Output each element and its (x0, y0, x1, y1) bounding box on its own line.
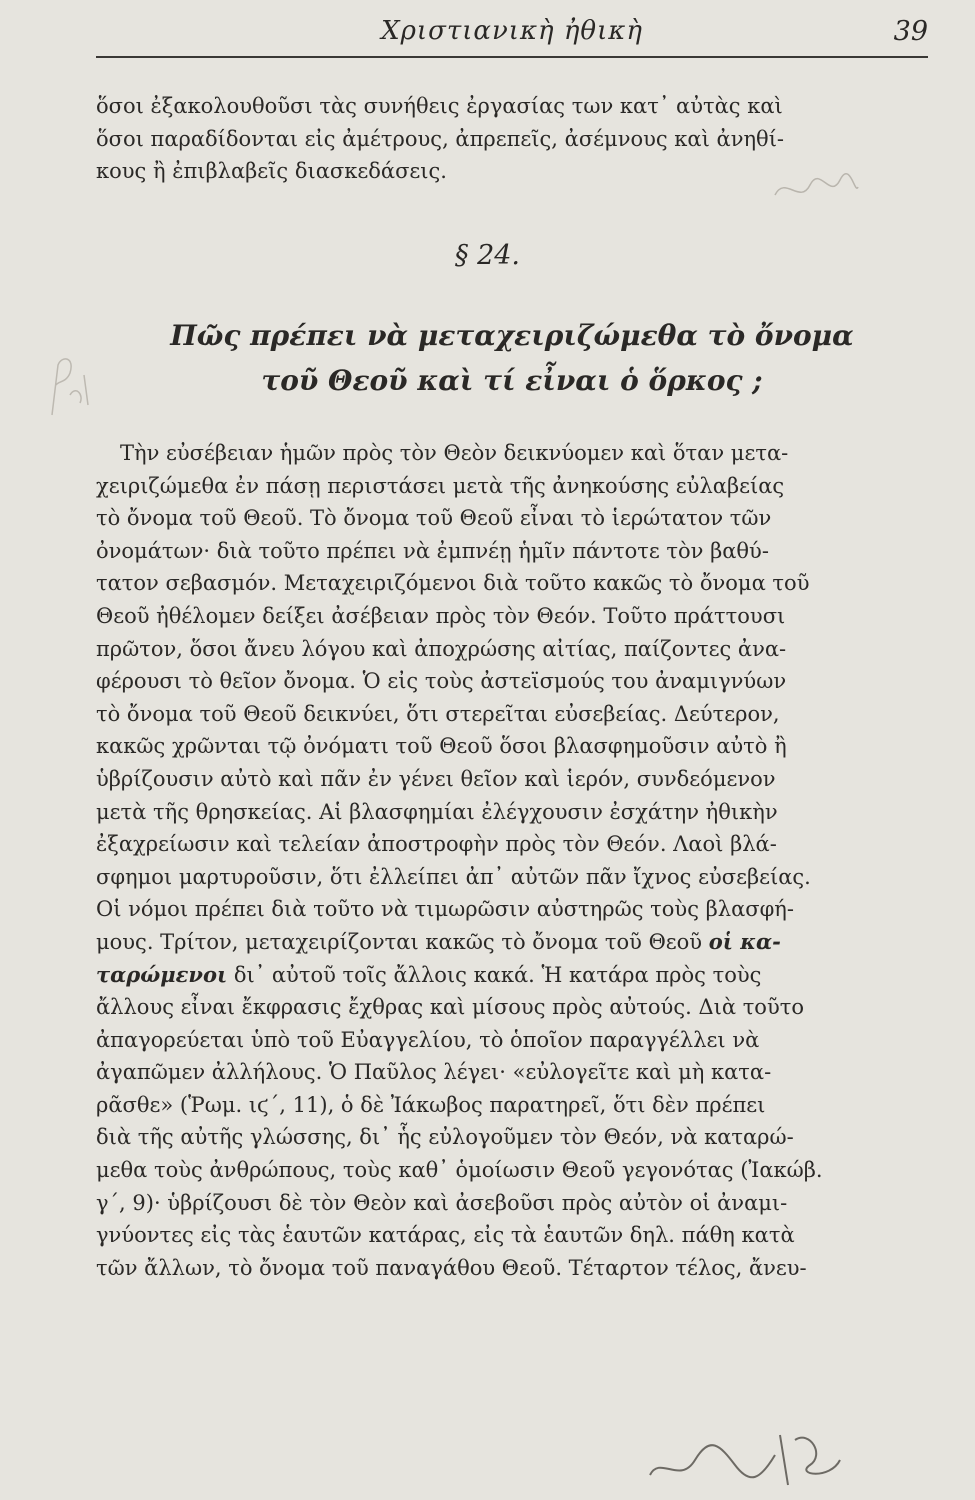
text-line: ἄλλους εἶναι ἔκφρασις ἔχθρας καὶ μίσους πρὸς αὐτούς. Διὰ τοῦτο (96, 995, 804, 1020)
text-line: Θεοῦ ἠθέλομεν δείξει ἀσέβειαν πρὸς τὸν Θεόν. Τοῦτο πράττουσι (96, 603, 786, 628)
text-line: κακῶς χρῶνται τῷ ὀνόματι τοῦ Θεοῦ ὅσοι βλασφημοῦσιν αὐτὸ ἢ (96, 734, 787, 759)
text-line: μεθα τοὺς ἀνθρώπους, τοὺς καθ᾽ ὁμοίωσιν Θεοῦ γεγονότας (Ἰακώβ. (96, 1158, 823, 1183)
text-line: τῶν ἄλλων, τὸ ὄνομα τοῦ παναγάθου Θεοῦ. Τέταρτον τέλος, ἄνευ- (96, 1255, 807, 1280)
page-number: 39 (893, 16, 928, 47)
text-line: Τὴν εὐσέβειαν ἡμῶν πρὸς τὸν Θεὸν δεικνύομεν καὶ ὅταν μετα- (120, 441, 789, 465)
text-line: ἀγαπῶμεν ἀλλήλους. Ὁ Παῦλος λέγει· «εὐλογεῖτε καὶ μὴ κατα- (96, 1060, 772, 1085)
text-line: πρῶτον, ὅσοι ἄνευ λόγου καὶ ἀποχρώσης αἰτίας, παίζοντες ἀνα- (96, 636, 787, 661)
text-line: τὸ ὄνομα τοῦ Θεοῦ δεικνύει, ὅτι στερεῖται εὐσεβείας. Δεύτερον, (96, 701, 780, 726)
text-line: τατον σεβασμόν. Μεταχειριζόμενοι διὰ τοῦτο κακῶς τὸ ὄνομα τοῦ (96, 571, 810, 596)
text-line: ὀνομάτων· διὰ τοῦτο πρέπει νὰ ἐμπνέῃ ἡμῖν πάντοτε τὸν βαθύ- (96, 538, 769, 563)
heading-line: Πῶς πρέπει νὰ μεταχειριζώμεθα τὸ ὄνομα (170, 319, 854, 352)
text-line: γ´, 9)· ὑβρίζουσι δὲ τὸν Θεὸν καὶ ἀσεβοῦσι πρὸς αὐτὸν οἱ ἀναμι- (96, 1190, 788, 1215)
text-line: κους ἢ ἐπιβλαβεῖς διασκεδάσεις. (96, 159, 447, 184)
text-line: ὑβρίζουσιν αὐτὸ καὶ πᾶν ἐν γένει θεῖον καὶ ἱερόν, συνδεόμενον (96, 766, 776, 791)
running-title: Χριστιανικὴ ἠθικὴ (381, 16, 643, 46)
text-line: φέρουσι τὸ θεῖον ὄνομα. Ὁ εἰς τοὺς ἀστεϊσμούς του ἀναμιγνύων (96, 669, 787, 694)
emphasized-text: οἱ κα- (708, 928, 781, 954)
margin-pencil-note-icon (40, 345, 100, 425)
handwritten-signature-icon (640, 1425, 850, 1495)
pencil-scribble-icon (770, 165, 860, 215)
heading-line: τοῦ Θεοῦ καὶ τί εἶναι ὁ ὅρκος ; (261, 364, 763, 397)
text-segment: μους. Τρίτον, μεταχειρίζονται κακῶς τὸ ὄνομα τοῦ Θεοῦ (96, 929, 703, 954)
page-header (96, 12, 928, 52)
text-line: σφημοι μαρτυροῦσιν, ὅτι ἐλλείπει ἀπ᾽ αὐτῶν πᾶν ἴχνος εὐσεβείας. (96, 864, 811, 889)
text-line: τὸ ὄνομα τοῦ Θεοῦ. Τὸ ὄνομα τοῦ Θεοῦ εἶναι τὸ ἱερώτατον τῶν (96, 506, 772, 531)
text-line: ὅσοι παραδίδονται εἰς ἀμέτρους, ἀπρεπεῖς, ἀσέμνους καὶ ἀνηθί- (96, 126, 785, 151)
text-line: ἀπαγορεύεται ὑπὸ τοῦ Εὐαγγελίου, τὸ ὁποῖον παραγγέλλει νὰ (96, 1027, 760, 1052)
section-number: § 24. (454, 240, 521, 271)
emphasized-text: ταρώμενοι (96, 961, 228, 987)
text-line: γνύοντες εἰς τὰς ἑαυτῶν κατάρας, εἰς τὰ ἑαυτῶν δηλ. πάθη κατὰ (96, 1223, 795, 1248)
text-line (96, 926, 928, 959)
text-line: ρᾶσθε» (Ῥωμ. ιϛ´, 11), ὁ δὲ Ἰάκωβος παρατηρεῖ, ὅτι δὲν πρέπει (96, 1092, 766, 1117)
text-segment: δι᾽ αὐτοῦ τοῖς ἄλλοις κακά. Ἡ κατάρα πρὸς τοὺς (233, 962, 762, 987)
text-line: ἐξαχρείωσιν καὶ τελείαν ἀποστροφὴν πρὸς τὸν Θεόν. Λαοὶ βλά- (96, 832, 777, 857)
text-line: Οἱ νόμοι πρέπει διὰ τοῦτο νὰ τιμωρῶσιν αὐστηρῶς τοὺς βλασφή- (96, 897, 794, 922)
text-line: ὅσοι ἐξακολουθοῦσι τὰς συνήθεις ἐργασίας των κατ᾽ αὐτὰς καὶ (96, 94, 783, 118)
header-rule (96, 56, 928, 58)
main-paragraph (96, 437, 928, 1284)
text-line: χειριζώμεθα ἐν πάσῃ περιστάσει μετὰ τῆς ἀνηκούσης εὐλαβείας (96, 473, 785, 498)
section-heading (96, 313, 928, 403)
text-line (96, 959, 928, 992)
text-line: μετὰ τῆς θρησκείας. Αἱ βλασφημίαι ἐλέγχουσιν ἐσχάτην ἠθικὴν (96, 799, 778, 824)
text-line: διὰ τῆς αὐτῆς γλώσσης, δι᾽ ἧς εὐλογοῦμεν τὸν Θεόν, νὰ καταρώ- (96, 1125, 794, 1150)
